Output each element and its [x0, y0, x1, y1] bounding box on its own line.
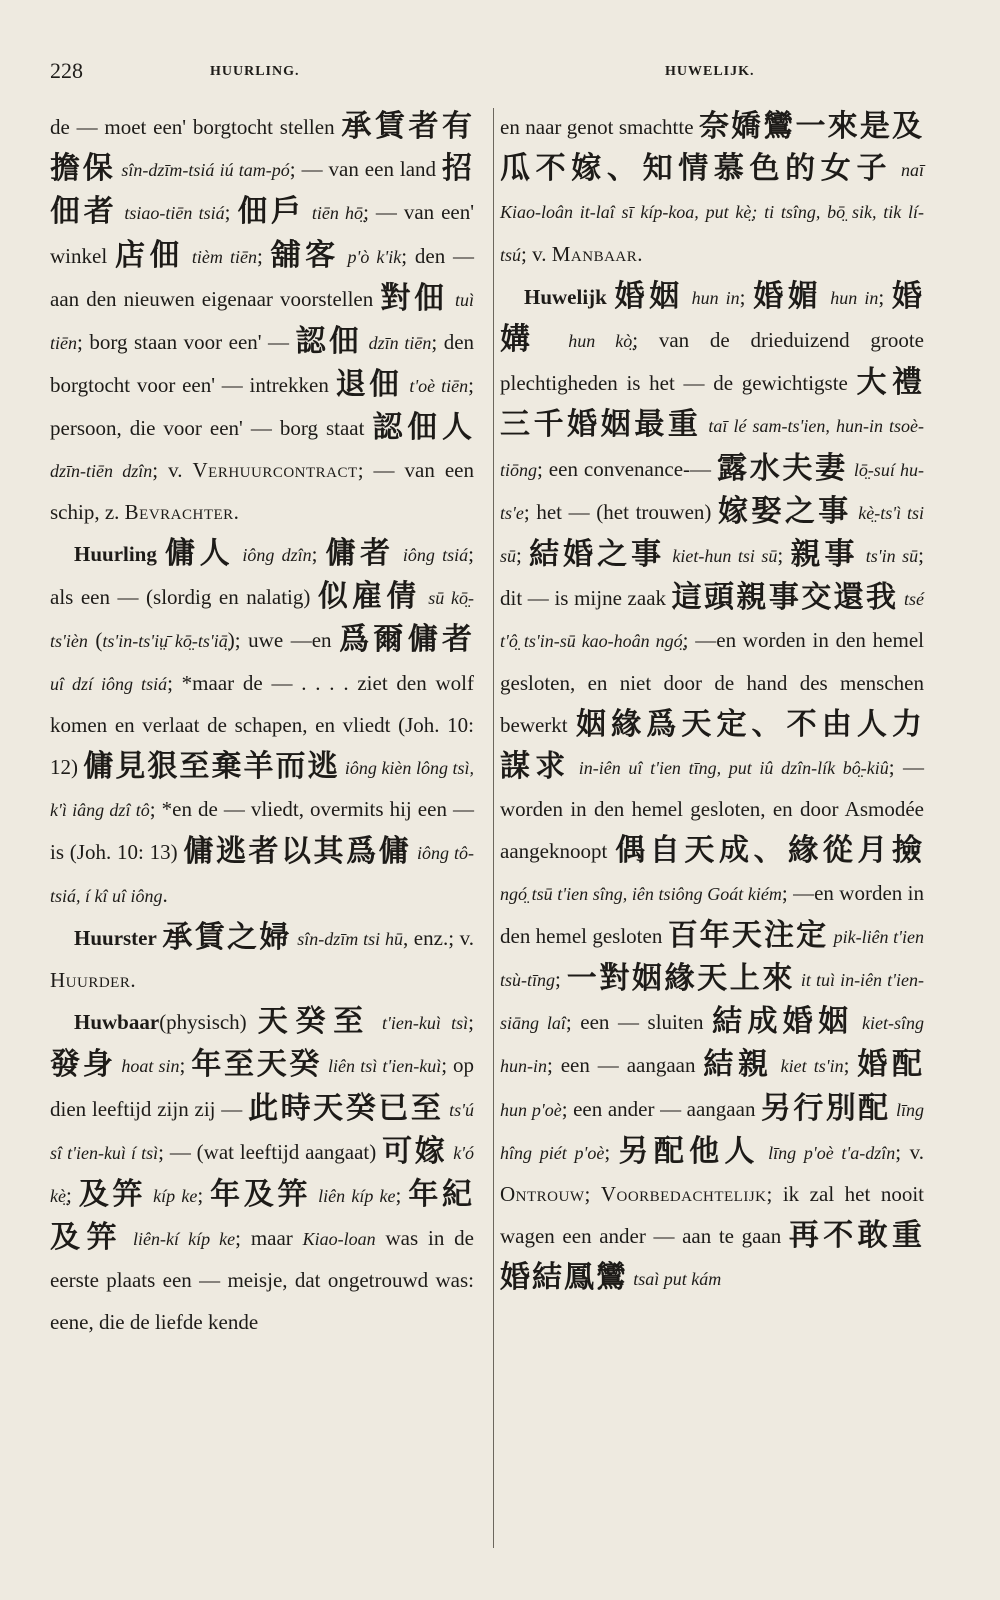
page-header: [50, 58, 950, 90]
entry-text: ;: [224, 200, 238, 225]
chinese-characters: 年紀及笄: [50, 1177, 475, 1256]
chinese-characters: 退佃: [335, 367, 403, 403]
headword: Huurling: [74, 542, 157, 567]
romanization: Kiao-loan: [302, 1229, 376, 1250]
entry-text: [123, 1226, 133, 1250]
chinese-characters: 結婚之事: [529, 537, 666, 573]
chinese-characters: 另行別配: [761, 1090, 891, 1126]
romanization: in-iên uî t'ien tīng, put iû dzîn-lík bô̤-kiû: [578, 758, 889, 779]
chinese-characters: 這頭親事交還我: [671, 580, 899, 616]
chinese-characters: 奈嬌鸞一來是及瓜不嫁、知情慕色的女子: [500, 109, 925, 187]
entry-text: [607, 285, 615, 309]
romanization: kè̤-ts'ì tsi sū: [500, 502, 925, 567]
chinese-characters: 親事: [790, 537, 859, 573]
chinese-characters: 大禮三千婚姻最重: [500, 365, 924, 443]
entry-text: (: [87, 628, 103, 653]
entry-text: ; — van een land: [289, 157, 442, 182]
chinese-characters: 另配他人: [618, 1133, 760, 1169]
entry-text: .: [130, 968, 136, 993]
chinese-characters: 百年天注定: [667, 917, 829, 953]
romanization: sîn-dzīm-tsiá iú tam-pó: [121, 160, 290, 181]
entry-text: (physisch): [159, 1010, 258, 1035]
chinese-characters: 露水夫妻: [716, 450, 848, 486]
entry-text: de — moet een' borgtocht stellen: [50, 115, 342, 139]
entry-text: ; het — (het trouwen): [523, 499, 719, 524]
romanization: hun kò̤: [568, 331, 633, 352]
entry-text: ; v.: [521, 241, 552, 266]
chinese-characters: 偶自天成、緣從月撿: [615, 833, 925, 869]
chinese-characters: 發身: [50, 1047, 116, 1083]
chinese-characters: 婚媾: [500, 278, 924, 358]
romanization: uî dzí iông tsiá: [50, 673, 168, 694]
cross-reference: Voorbedachtelijk: [600, 1182, 767, 1207]
chinese-characters: 天癸至: [257, 1004, 372, 1040]
entry-text: [684, 285, 692, 309]
entry-text: ;: [739, 284, 754, 309]
chinese-characters: 認佃: [295, 324, 363, 360]
entry-text: .: [637, 241, 643, 266]
chinese-characters: 傭人: [164, 536, 235, 572]
romanization: hun in: [830, 287, 879, 308]
entry-text: [859, 543, 866, 567]
entry-text: [853, 1010, 862, 1034]
entry-text: ; persoon, die voor een' — borg staat: [50, 373, 475, 441]
entry-text: en naar genot smachtte: [500, 115, 699, 139]
headword: Huwelijk: [524, 284, 607, 309]
chinese-characters: 結成婚姻: [712, 1004, 854, 1040]
romanization: dzīn tiēn: [368, 333, 432, 354]
chinese-characters: 傭逃者以其爲傭: [183, 834, 412, 870]
entry-text: ; den — aan den nieuwen eigenaar voorstellen: [50, 243, 475, 311]
cross-reference: Bevrachter: [124, 499, 234, 524]
entry-text: ;: [555, 967, 567, 992]
entry-huwbaar-continued: [500, 106, 924, 276]
romanization: kíp ke: [153, 1186, 198, 1207]
cross-reference: Ontrouw: [500, 1182, 585, 1207]
entry-text: ;: [604, 1139, 619, 1164]
entry-text: ; op dien leeftijd zijn zij —: [50, 1053, 475, 1121]
romanization: kiet-sîng hun-in: [500, 1013, 924, 1077]
entry-text: [892, 157, 901, 181]
romanization: naī Kiao-loân it-laî sī kíp-koa, put kè̤; ti tsîng, bō̤ sik, tik lí-tsú: [500, 160, 925, 265]
entry-text: ; v.: [895, 1139, 924, 1164]
entry-text: ; den borgtocht voor een' — intrekken: [50, 330, 475, 398]
entry-text: ; *maar de — . . . . ziet den wolf komen en verlaat de schapen, en vliedt (Joh. 10: 12): [50, 670, 475, 780]
chinese-characters: 承賃者有擔保: [50, 109, 474, 187]
chinese-characters: 婚配: [857, 1047, 925, 1083]
running-head-right: HUWELIJK.: [665, 64, 755, 79]
romanization: hun p'oè: [500, 1099, 562, 1120]
cross-reference: Verhuurcontract: [192, 457, 358, 482]
entry-text: ;: [395, 1183, 409, 1208]
entry-text: [570, 755, 578, 779]
entry-text: ;: [65, 1183, 79, 1208]
entry-text: ; — (wat leeftijd aangaat): [158, 1139, 383, 1164]
romanization: kiet ts'in: [780, 1056, 844, 1077]
romanization: tsiao-tiēn tsiá: [124, 203, 225, 224]
romanization: līng hîng piét p'oè: [500, 1099, 924, 1163]
chinese-characters: 一對姻緣天上來: [566, 961, 795, 997]
entry-text: ;: [584, 1182, 601, 1207]
entry-text: ; —en worden in den hemel gesloten: [500, 880, 924, 948]
romanization: k'ó kè̤: [50, 1142, 475, 1207]
romanization: hun in: [691, 287, 740, 308]
romanization: liên kíp ke: [318, 1186, 396, 1207]
entry-huwelijk: [500, 276, 924, 1301]
cross-reference: Manbaar: [551, 241, 638, 266]
romanization: p'ò k'ik: [347, 246, 402, 267]
chinese-characters: 舖客: [270, 237, 340, 273]
page-number: 228: [50, 58, 83, 83]
romanization: iông tsiá: [402, 545, 469, 566]
romanization: t'ien-kuì tsì: [382, 1013, 469, 1034]
romanization: iông tô-tsiá, í kî uî iông: [50, 843, 475, 906]
entry-text: [340, 244, 348, 268]
entry-text: ; dit — is mijne zaak: [500, 543, 924, 611]
romanization: liên-kí kíp ke: [133, 1229, 236, 1250]
chinese-characters: 承賃之婦: [162, 919, 292, 955]
chinese-characters: 爲爾傭者: [339, 622, 475, 658]
entry-text: [395, 542, 403, 566]
romanization: ts'ú sî t'ien-kuì í tsì: [50, 1099, 475, 1163]
romanization: kiet-hun tsi sū: [672, 546, 778, 567]
chinese-characters: 嫁娶之事: [718, 493, 852, 529]
entry-text: ;: [311, 542, 326, 567]
entry-text: [184, 244, 192, 268]
entry-text: ;: [516, 543, 530, 568]
chinese-characters: 店佃: [114, 237, 185, 273]
entry-text: ;: [468, 1010, 474, 1035]
entry-text: ;: [197, 1183, 211, 1208]
chinese-characters: 認佃人: [372, 410, 474, 446]
entry-text: ;: [179, 1053, 192, 1078]
cross-reference: Huurder: [50, 968, 131, 993]
right-column: [500, 106, 924, 1301]
chinese-characters: 年及笄: [210, 1177, 312, 1213]
headword: Huurster: [74, 925, 157, 950]
entry-text: [548, 328, 569, 352]
entry-text: ; *en de — vliedt, overmits hij een — is (Joh. 10: 13): [50, 797, 474, 865]
left-column: [50, 106, 474, 1343]
entry-text: ;: [843, 1053, 858, 1078]
entry-text: ; — van een schip, z.: [50, 457, 475, 524]
running-head-left: HUURLING.: [210, 64, 300, 79]
entry-text: ; een — aangaan: [547, 1053, 704, 1078]
chinese-characters: 再不敢重婚結鳳鸞: [500, 1218, 925, 1296]
chinese-characters: 傭者: [325, 536, 395, 572]
chinese-characters: 婚姻: [614, 278, 684, 314]
romanization: tuì tiēn: [50, 289, 475, 354]
chinese-characters: 此時天癸已至: [248, 1090, 444, 1126]
romanization: ts'in sū: [865, 546, 919, 567]
chinese-characters: 招佃者: [50, 151, 474, 230]
romanization: tsaì put kám: [633, 1269, 722, 1290]
romanization: iông dzîn: [242, 545, 312, 566]
chinese-characters: 可嫁: [382, 1133, 448, 1169]
entry-text: ); uwe —en: [227, 628, 340, 653]
entry-text: ; een — sluiten: [565, 1010, 713, 1035]
entry-huwbaar: [50, 1001, 474, 1343]
column-divider: [493, 108, 494, 1548]
entry-text: was in de eerste plaats een — meisje, dat ongetrouwd was: eene, die de liefde kende: [50, 1226, 474, 1334]
entry-text: ; borg staan voor een' —: [77, 330, 296, 355]
chinese-characters: 婚媚: [753, 278, 823, 314]
romanization: taī lé sam-ts'ien, hun-in tsoè-tiōng: [500, 416, 925, 480]
chinese-characters: 及笄: [78, 1177, 147, 1213]
entry-text: [448, 287, 455, 311]
entry-huurster: [50, 917, 474, 1001]
entry-text: [760, 1140, 769, 1164]
entry-text: ; — worden in den hemel gesloten, en door Asmodée aangeknoopt: [500, 755, 925, 864]
romanization: sîn-dzīm tsi hū: [297, 928, 403, 949]
romanization: iông kièn lông tsì, k'ì iâng dzî tô: [50, 758, 475, 821]
entry-text: [157, 542, 165, 566]
romanization: līng p'oè t'a-dzîn: [768, 1142, 896, 1163]
romanization: lō̤-suí hu-ts'e: [500, 459, 925, 523]
romanization: sū kō̤-ts'ièn: [50, 588, 475, 652]
headword: Huwbaar: [74, 1010, 160, 1035]
chinese-characters: 似雇倩: [317, 579, 421, 615]
romanization: liên tsì t'ien-kuì: [328, 1056, 442, 1077]
romanization: ngó̤ tsū t'ien sîng, iên tsiông Goát kiém: [500, 883, 782, 904]
entry-text: [773, 1053, 781, 1077]
entry-text: ;: [878, 284, 892, 309]
entry-text: ; als een — (slordig en nalatig): [50, 542, 475, 610]
romanization: tièm tiēn: [191, 246, 257, 267]
chinese-characters: 結親: [703, 1047, 773, 1083]
entry-text: ;: [777, 543, 791, 568]
entry-text: ; ik zal het nooit wagen een ander — aan te gaan: [500, 1182, 924, 1249]
entry-text: .: [233, 499, 239, 524]
chinese-characters: 佃戶: [237, 194, 305, 230]
romanization: pik-liên t'ien tsù-tīng: [500, 926, 924, 991]
entry-text: ;: [256, 243, 271, 268]
entry-text: , enz.; v.: [402, 925, 474, 950]
chinese-characters: 年至天癸: [191, 1047, 323, 1083]
romanization: hoat sin: [121, 1056, 180, 1077]
entry-text: ; een ander — aangaan: [561, 1096, 762, 1121]
entry-text: ; — van een' winkel: [50, 200, 475, 268]
romanization: ts'in-ts'iṳ̄ kō̤-ts'iā̤: [102, 631, 228, 652]
romanization: tsé t'ô̤ ts'in-sū kao-hoân ngó̤: [500, 589, 925, 652]
chinese-characters: 對佃: [380, 280, 448, 316]
entry-huurling: [50, 533, 474, 917]
entry-text: ; —en worden in den hemel gesloten, en niet door de hand des menschen bewerkt: [500, 628, 924, 737]
entry-text: ; maar: [235, 1226, 303, 1251]
entry-text: ; van de drieduizend groote plechtigheden is het — de gewichtigste: [500, 328, 924, 396]
chinese-characters: 姻緣爲天定、不由人力謀求: [500, 706, 924, 785]
chinese-characters: 傭見狠至棄羊而逃: [83, 749, 340, 785]
entry-text: [305, 200, 312, 224]
romanization: it tuì in-iên t'ien-siāng laî: [500, 970, 924, 1034]
entry-text: .: [162, 882, 168, 907]
romanization: tiēn hō̤: [311, 203, 364, 224]
entry-huurder-continued: [50, 106, 474, 533]
entry-text: ; v.: [152, 457, 193, 482]
romanization: dzīn-tiēn dzîn: [50, 460, 153, 481]
entry-text: ; een convenance-—: [537, 456, 717, 481]
romanization: t'oè tiēn: [409, 376, 469, 397]
entry-text: [371, 1010, 382, 1034]
